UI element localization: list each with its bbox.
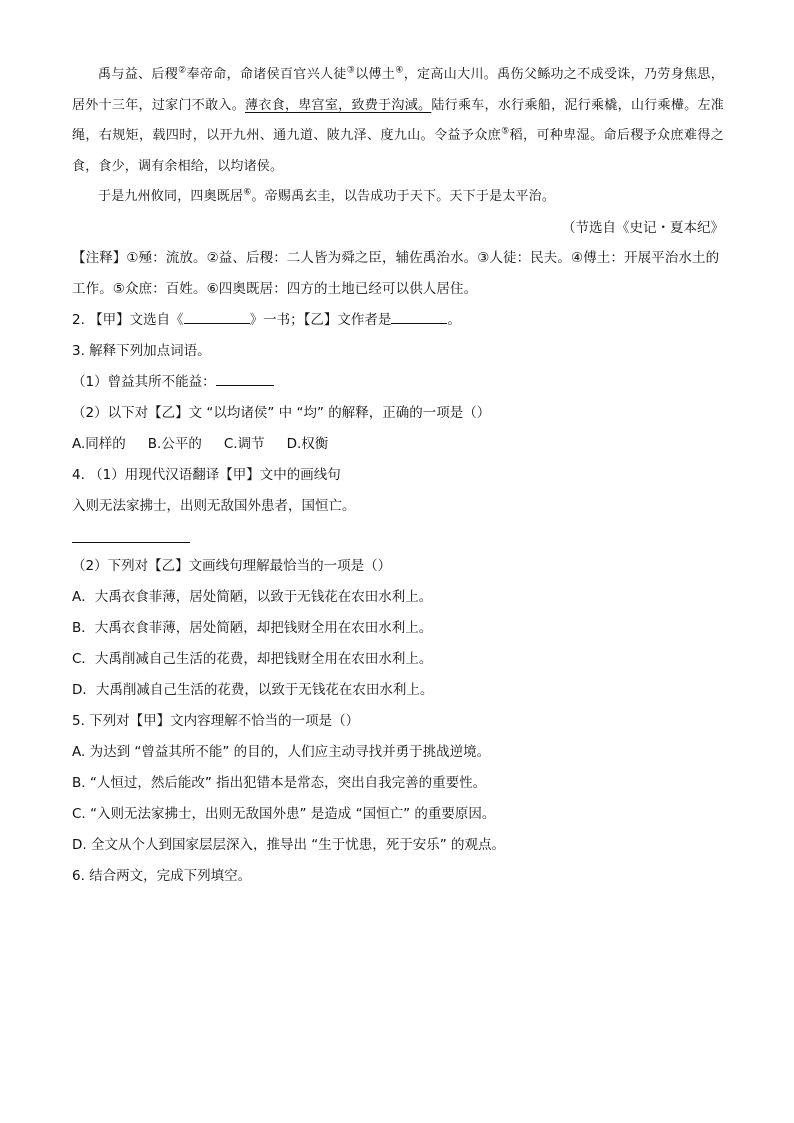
option-a[interactable]: A. 为达到 “曾益其所不能” 的目的，人们应主动寻找并勇于挑战逆境。 [72, 743, 491, 760]
option-d[interactable]: D. 全文从个人到国家层层深入，推导出 “生于忧患，死于安乐” 的观点。 [72, 836, 506, 853]
passage-text: 以傅土 [355, 67, 396, 82]
question-5-title: 5. 下列对【甲】文内容理解不恰当的一项是（） [72, 712, 360, 729]
exam-page [72, 60, 724, 892]
question-3-2: （2）以下对【乙】文 “以均诸侯” 中 “均” 的解释，正确的一项是（） [72, 404, 491, 421]
note-marker: ④ [395, 65, 404, 76]
question-text: 》一书；【乙】文作者是 [249, 311, 392, 328]
option-b[interactable]: B．大禹衣食菲薄，居处简陋，却把钱财全用在农田水利上。 [72, 619, 433, 636]
passage-source: （节选自《史记・夏本纪》 [562, 219, 724, 236]
option-b[interactable]: B. “人恒过，然后能改” 指出犯错本是常态，突出自我完善的重要性。 [72, 774, 487, 791]
fill-blank-author[interactable] [391, 309, 447, 324]
passage-text: 陆行乘车，水行乘船，泥行乘橇，山行乘檋。左准绳，右规矩，载四时，以开九州、通九道、陂九泽、度九山。令益予众庶 [72, 97, 724, 143]
question-6-title: 6. 结合两文，完成下列填空。 [72, 867, 252, 884]
passage-text: ，定高山大川。禹伤父鲧功之不成受诛，乃劳身焦思，居外十三年，过家门不敢入。 [72, 67, 724, 113]
question-3-2-options [72, 429, 724, 460]
fill-blank-word[interactable] [216, 371, 274, 386]
option-a[interactable]: A.同样的 [72, 435, 126, 452]
note-marker: ⑥ [243, 187, 252, 198]
question-text: 。 [447, 311, 461, 328]
option-a[interactable]: A．大禹衣食菲薄，居处简陋，以致于无钱花在农田水利上。 [72, 588, 433, 605]
note-marker: ② [178, 65, 187, 76]
passage-text: 奉帝命，命诸侯百官兴人徒 [186, 67, 347, 82]
question-4-title: 4. （1）用现代汉语翻译【甲】文中的画线句 [72, 466, 341, 483]
passage-paragraph-1 [72, 60, 724, 182]
option-b[interactable]: B.公平的 [147, 435, 202, 452]
option-d[interactable]: D.权衡 [286, 435, 329, 452]
note-marker: ③ [346, 65, 356, 76]
fill-blank-book[interactable] [184, 309, 250, 324]
option-c[interactable]: C. “入则无法家拂士，出则无敌国外患” 是造成 “国恒亡” 的重要原因。 [72, 805, 496, 822]
passage-paragraph-2 [72, 182, 724, 213]
classical-passage [72, 60, 724, 213]
option-c[interactable]: C.调节 [223, 435, 265, 452]
passage-text: 稻，可种卑湿。命后稷予众庶难得之食，食少，调有余相给，以均诸侯。 [72, 128, 724, 174]
passage-text: 于是九州攸同，四奥既居 [98, 189, 244, 204]
note-marker: ⑤ [501, 126, 510, 137]
question-text: （1）曾益其所不能益： [72, 373, 216, 390]
question-2 [72, 305, 724, 336]
option-d[interactable]: D．大禹削减自己生活的花费，以致于无钱花在农田水利上。 [72, 681, 434, 698]
underlined-sentence: 薄衣食，卑宫室，致费于沟淢。 [245, 97, 432, 113]
question-text: 2. 【甲】文选自《 [72, 311, 184, 328]
passage-text: 禹与益、后稷 [98, 67, 179, 82]
annotation-notes: 【注释】①殛：流放。②益、后稷：二人皆为舜之臣，辅佐禹治水。③人徒：民夫。④傅土：开展平治水土的工作。⑤众庶：百姓。⑥四奥既居：四方的土地已经可以供人居住。 [72, 249, 720, 297]
question-3-title: 3. 解释下列加点词语。 [72, 342, 211, 359]
answer-line[interactable] [72, 522, 190, 543]
question-4-2: （2）下列对【乙】文画线句理解最恰当的一项是（） [72, 557, 392, 574]
question-3-1 [72, 367, 724, 398]
passage-text: 。帝赐禹玄圭，以告成功于天下。天下于是太平治。 [251, 189, 556, 204]
option-c[interactable]: C．大禹削减自己生活的花费，却把钱财全用在农田水利上。 [72, 650, 433, 667]
translate-sentence: 入则无法家拂士，出则无敌国外患者，国恒亡。 [72, 497, 356, 514]
